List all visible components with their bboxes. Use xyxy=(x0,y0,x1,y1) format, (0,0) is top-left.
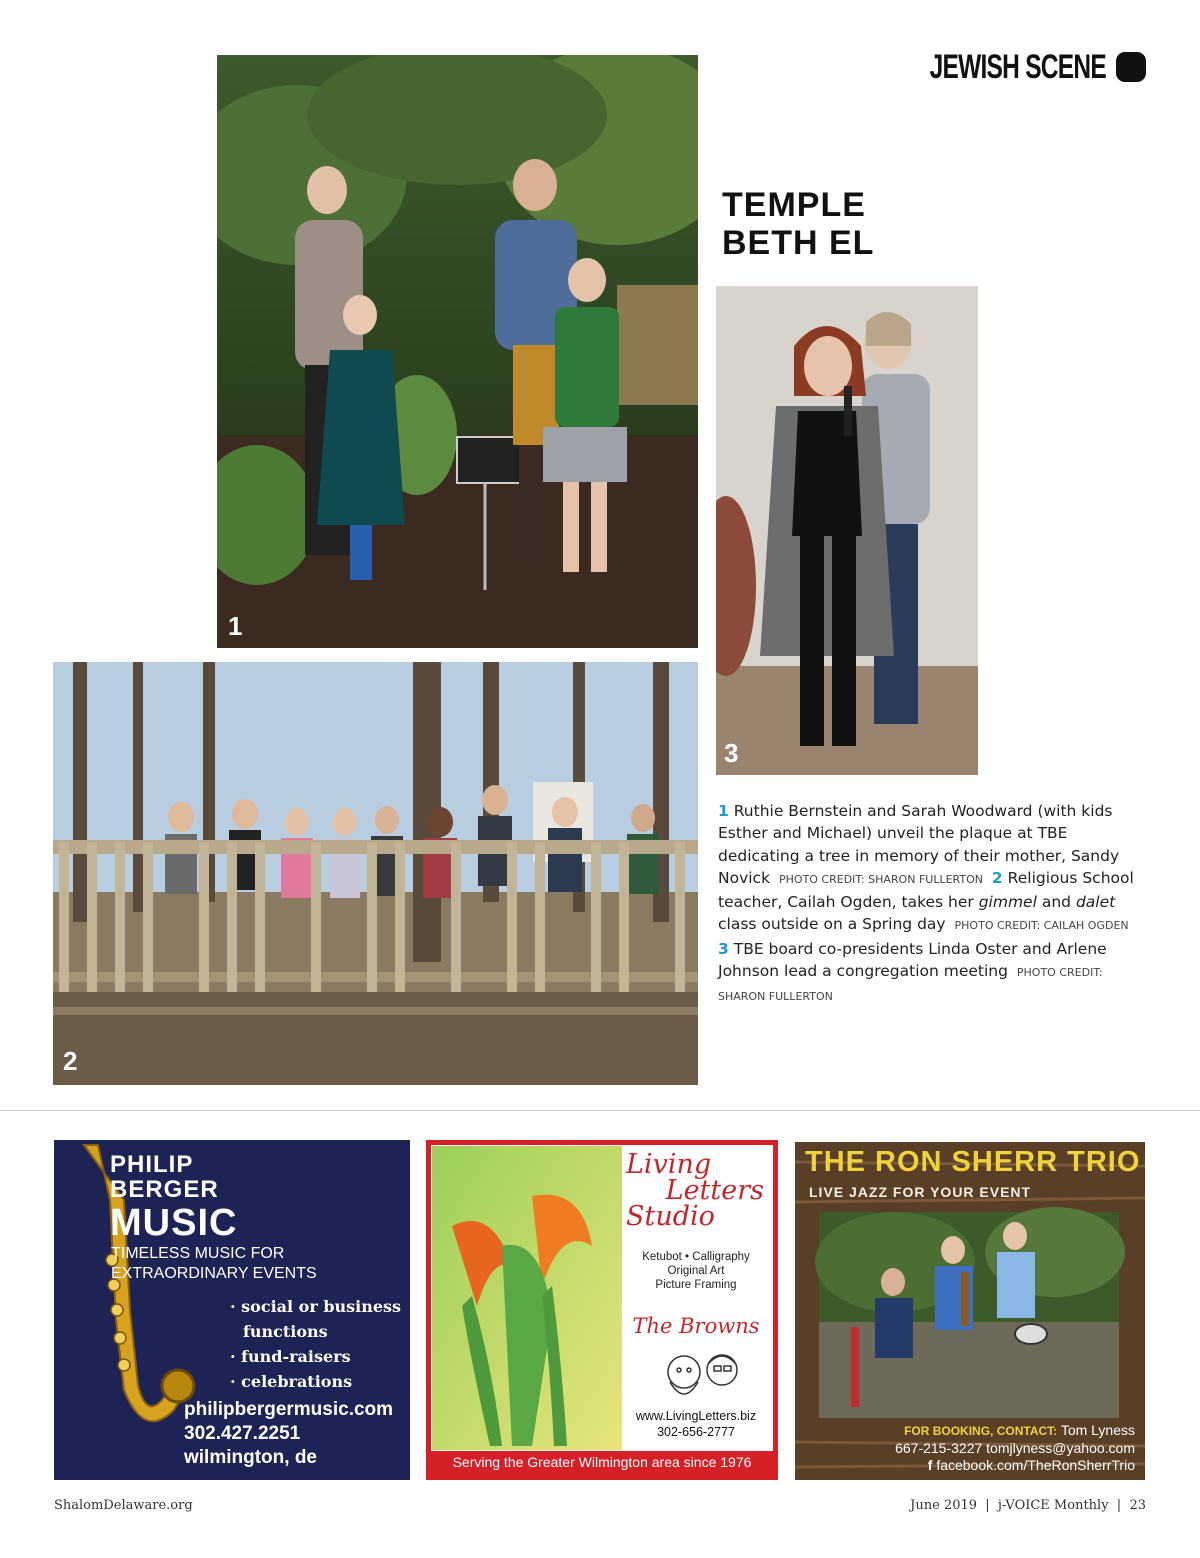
photo-2-image xyxy=(53,662,698,1085)
section-divider xyxy=(0,1110,1200,1111)
photo-credit-3: PHOTO CREDIT: SHARON FULLERTON xyxy=(718,966,1103,1004)
photo-number-1: 1 xyxy=(228,611,243,641)
trio-contact-name: Tom Lyness xyxy=(1060,1422,1135,1438)
caption-text-2d: dalet xyxy=(1075,893,1116,912)
ad-living-letters-studio[interactable] xyxy=(426,1140,778,1480)
photo-number-3: 3 xyxy=(724,738,739,768)
berger-name-line-2: BERGER xyxy=(110,1176,219,1203)
living-services-2: Original Art xyxy=(667,1265,725,1277)
ad-philip-berger-music[interactable] xyxy=(54,1140,410,1480)
trio-phone[interactable]: 667-215-3227 xyxy=(895,1440,983,1456)
photo-1 xyxy=(217,55,698,648)
caption-text-2b: gimmel xyxy=(978,893,1037,912)
living-logo-2: Letters xyxy=(665,1175,764,1206)
caption-text-1: Ruthie Bernstein and Sarah Woodward (with kids Esther and Michael) unveil the plaque at TBE dedicating a tree in memory of their mother, Sandy Novick xyxy=(718,802,1120,887)
caption-text-2a: Religious School teacher, Cailah Ogden, takes her xyxy=(718,868,1134,912)
berger-tagline-2: EXTRAORDINARY EVENTS xyxy=(111,1265,317,1282)
living-website[interactable]: www.LivingLetters.biz xyxy=(635,1409,757,1423)
berger-website[interactable]: philipbergermusic.com xyxy=(184,1399,394,1420)
living-logo-1: Living xyxy=(626,1149,712,1180)
trio-subtitle: LIVE JAZZ FOR YOUR EVENT xyxy=(809,1184,1032,1200)
calla-lily-artwork xyxy=(432,1146,622,1450)
living-services-3: Picture Framing xyxy=(655,1279,737,1291)
berger-name-line-3: MUSIC xyxy=(110,1202,238,1244)
title-line-1: TEMPLE xyxy=(722,186,866,224)
berger-phone[interactable]: 302.427.2251 xyxy=(184,1423,301,1444)
berger-bullet-3: · celebrations xyxy=(230,1372,353,1391)
ad-ron-sherr-trio[interactable] xyxy=(795,1142,1145,1480)
photo-number-2: 2 xyxy=(63,1046,78,1076)
berger-tagline-1: TIMELESS MUSIC FOR xyxy=(111,1245,285,1262)
caption-number-2: 2 xyxy=(991,868,1003,887)
living-logo-3: Studio xyxy=(626,1201,715,1232)
section-heading: JEWISH SCENE xyxy=(929,48,1106,86)
caption-text-2c: and xyxy=(1041,893,1071,912)
photo-credit-2: PHOTO CREDIT: CAILAH OGDEN xyxy=(954,919,1129,933)
berger-bullet-1b: functions xyxy=(243,1322,328,1341)
living-phone[interactable]: 302-656-2777 xyxy=(657,1425,735,1439)
trio-booking-label: FOR BOOKING, CONTACT: xyxy=(904,1424,1058,1438)
trio-title: THE RON SHERR TRIO xyxy=(805,1146,1141,1178)
photo-credit-1: PHOTO CREDIT: SHARON FULLERTON xyxy=(779,872,983,886)
article-title xyxy=(722,186,874,262)
berger-name-line-1: PHILIP xyxy=(110,1151,194,1178)
portrait-sketch-icon xyxy=(652,1344,752,1408)
photo-3-image xyxy=(716,286,978,775)
berger-bullet-2: · fund-raisers xyxy=(230,1347,351,1366)
section-marker-icon xyxy=(1116,52,1146,82)
caption-text-3: TBE board co-presidents Linda Oster and Arlene Johnson lead a congregation meeting xyxy=(718,939,1107,981)
trio-email[interactable]: tomjlyness@yahoo.com xyxy=(986,1440,1135,1456)
living-services-1: Ketubot • Calligraphy xyxy=(642,1251,750,1263)
caption-number-3: 3 xyxy=(718,939,729,958)
photo-2 xyxy=(53,662,698,1085)
berger-city: wilmington, de xyxy=(184,1447,317,1468)
berger-bullet-1a: · social or business xyxy=(230,1297,402,1316)
living-signature: The Browns xyxy=(632,1314,760,1338)
photo-3 xyxy=(716,286,978,775)
facebook-icon: f xyxy=(927,1457,933,1473)
footer-site[interactable]: ShalomDelaware.org xyxy=(54,1498,193,1513)
footer-issue: June 2019 | j-VOICE Monthly | 23 xyxy=(910,1498,1146,1513)
living-banner: Serving the Greater Wilmington area since 1976 xyxy=(452,1454,752,1470)
caption-text-2e: class outside on a Spring day xyxy=(718,915,946,934)
photo-1-image xyxy=(217,55,698,648)
caption-number-1: 1 xyxy=(718,802,729,820)
trio-facebook[interactable]: facebook.com/TheRonSherrTrio xyxy=(936,1457,1135,1473)
title-line-2: BETH EL xyxy=(722,224,875,262)
photo-caption xyxy=(718,800,1138,1009)
